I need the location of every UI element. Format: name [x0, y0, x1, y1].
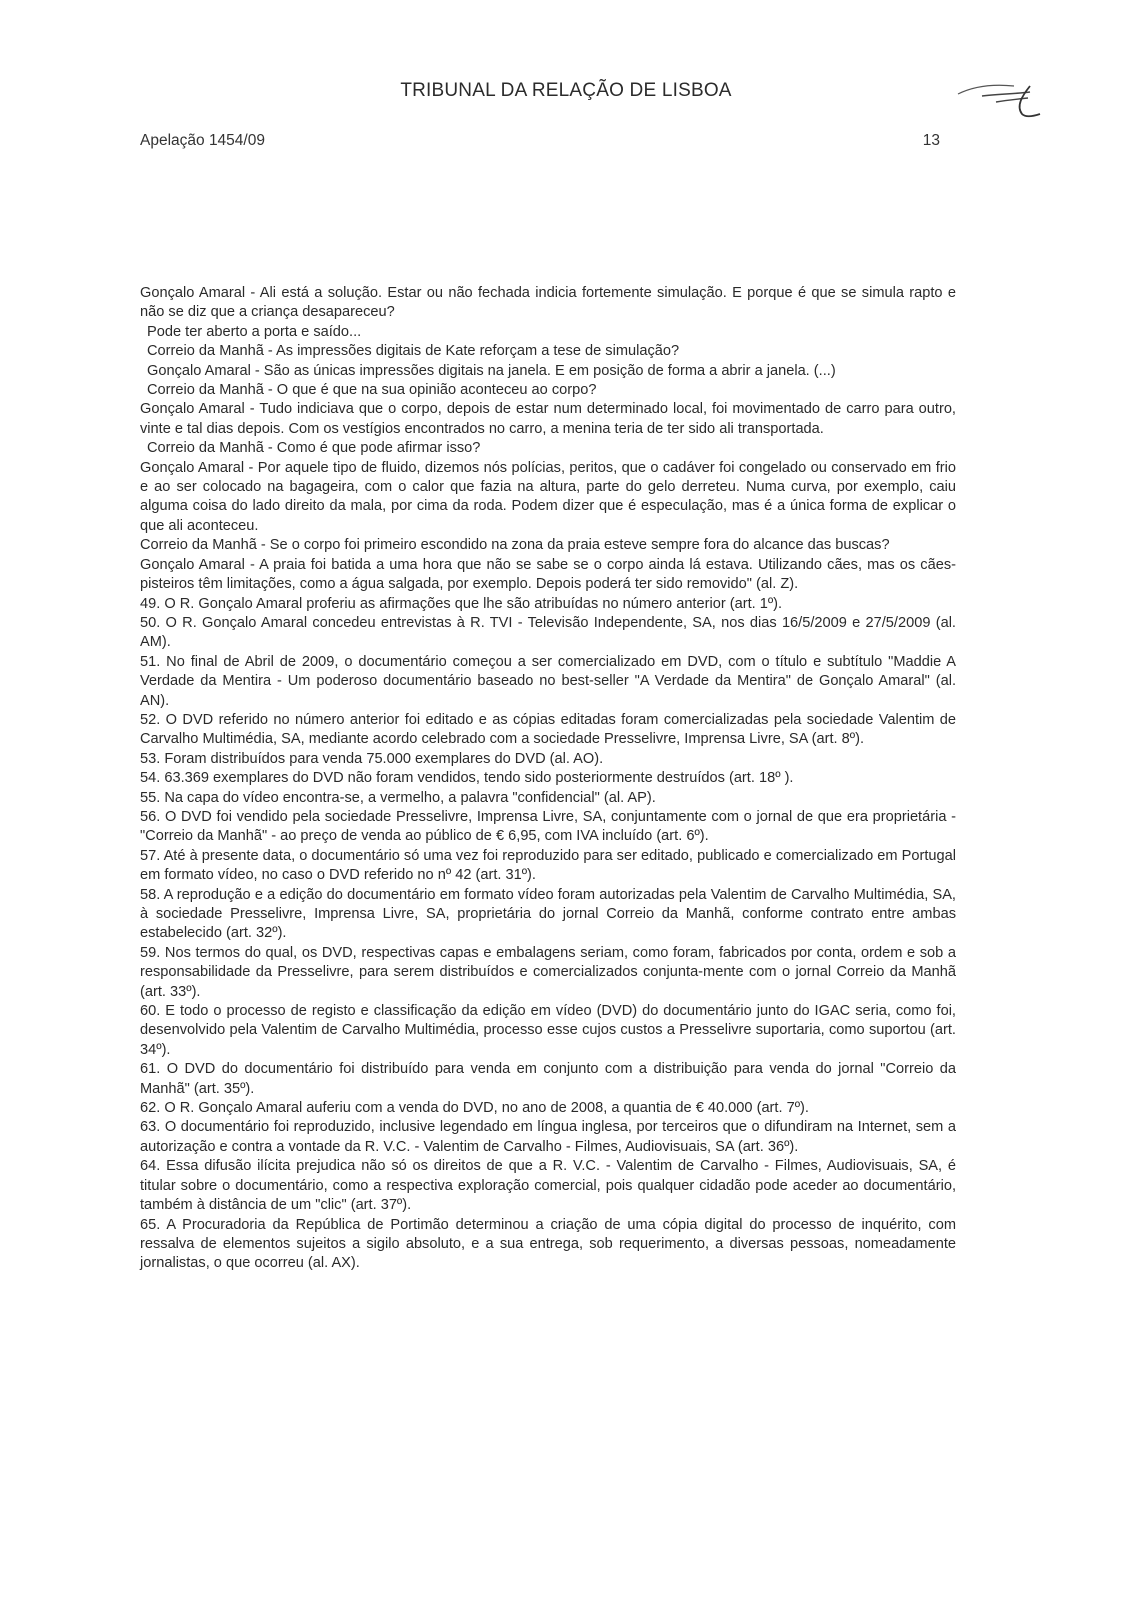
handwritten-initials-icon — [952, 72, 1062, 122]
paragraph: 54. 63.369 exemplares do DVD não foram vendidos, tendo sido posteriormente destruídos (art. 18º ). — [140, 770, 794, 787]
case-reference: Apelação 1454/09 — [140, 132, 265, 149]
paragraph: 60. E todo o processo de registo e classificação da edição em vídeo (DVD) do documentário junto do IGAC seria, como foi, desenvolvido pela Valentim de Carvalho Multimédia, processo esse cujos custos a Presselivre suportaria, como suportou (art. 34º). — [140, 1003, 956, 1058]
paragraph: Pode ter aberto a porta e saído... — [147, 323, 362, 340]
paragraph: Gonçalo Amaral - A praia foi batida a uma hora que não se sabe se o corpo ainda lá estava. Utilizando cães, mas os cães-pisteiros têm limitações, como a água salgada, por exemplo. Depois poderá ter sido removido" (al. Z). — [140, 556, 956, 593]
paragraph: 50. O R. Gonçalo Amaral concedeu entrevistas à R. TVI - Televisão Independente, SA, nos dias 16/5/2009 e 27/5/2009 (al. AM). — [140, 614, 956, 651]
page-number: 13 — [922, 132, 940, 149]
paragraph: Correio da Manhã - As impressões digitais de Kate reforçam a tese de simulação? — [147, 343, 680, 360]
paragraph: Gonçalo Amaral - Por aquele tipo de fluido, dizemos nós polícias, peritos, que o cadáver foi congelado ou conservado em frio e ao ser colocado na bagageira, com o calor que fazia na altura, parte do gelo derreteu. Numa curva, por exemplo, caiu alguma coisa do lado direito da mala, por cima da roda. Podem dizer que é especulação, mas é a única forma de explicar o que ali aconteceu. — [140, 459, 956, 534]
paragraph: Gonçalo Amaral - Tudo indiciava que o corpo, depois de estar num determinado local, foi movimentado de carro para outro, vinte e tal dias depois. Com os vestígios encontrados no carro, a menina teria de ter sido ali transportada. — [140, 401, 956, 437]
paragraph: Gonçalo Amaral - São as únicas impressões digitais na janela. E em posição de forma a abrir a janela. (...) — [147, 362, 836, 379]
paragraph: Correio da Manhã - O que é que na sua opinião aconteceu ao corpo? — [147, 382, 597, 399]
paragraph: 52. O DVD referido no número anterior foi editado e as cópias editadas foram comercializadas pela sociedade Valentim de Carvalho Multimédia, SA, mediante acordo celebrado com a sociedade Presselivre, Imprensa Livre, SA (art. 8º). — [140, 711, 956, 748]
paragraph: 49. O R. Gonçalo Amaral proferiu as afirmações que lhe são atribuídas no número anterior (art. 1º). — [140, 595, 783, 612]
paragraph: 65. A Procuradoria da República de Portimão determinou a criação de uma cópia digital do processo de inquérito, com ressalva de elementos sujeitos a sigilo absoluto, e a sua entrega, sob requerimento, a diversas pessoas, nomeadamente jornalistas, o que ocorreu (al. AX). — [140, 1216, 956, 1272]
paragraph: Gonçalo Amaral - Ali está a solução. Estar ou não fechada indicia fortemente simulação. E porque é que se simula rapto e não se diz que a criança desapareceu? — [140, 285, 956, 321]
paragraph: 59. Nos termos do qual, os DVD, respectivas capas e embalagens seriam, como foram, fabricados por conta, ordem e sob a responsabilidade da Presselivre, para serem distribuídos e comercializados conjunta-mente com o jornal Correio da Manhã (art. 33º). — [140, 944, 956, 1000]
paragraph: 51. No final de Abril de 2009, o documentário começou a ser comercializado em DVD, com o título e subtítulo "Maddie A Verdade da Mentira - Um poderoso documentário baseado no best-seller "A Verdade da Mentira" de Gonçalo Amaral" (al. AN). — [140, 653, 956, 709]
paragraph: 55. Na capa do vídeo encontra-se, a vermelho, a palavra "confidencial" (al. AP). — [140, 789, 656, 806]
document-body — [140, 284, 956, 1274]
paragraph: 62. O R. Gonçalo Amaral auferiu com a venda do DVD, no ano de 2008, a quantia de € 40.000 (art. 7º). — [140, 1100, 809, 1117]
paragraph: 57. Até à presente data, o documentário só uma vez foi reproduzido para ser editado, publicado e comercializado em Portugal em formato vídeo, no caso o DVD referido no nº 42 (art. 31º). — [140, 847, 956, 884]
court-title: TRIBUNAL DA RELAÇÃO DE LISBOA — [400, 80, 732, 101]
paragraph: Correio da Manhã - Como é que pode afirmar isso? — [147, 440, 481, 457]
paragraph: 64. Essa difusão ilícita prejudica não só os direitos de que a R. V.C. - Valentim de Carvalho - Filmes, Audiovisuais, SA, é titular sobre o documentário, como a respectiva exploração comercial, pois qualquer cidadão pode aceder ao documentário, também à distância de um "clic" (art. 37º). — [140, 1158, 956, 1214]
paragraph: 58. A reprodução e a edição do documentário em formato vídeo foram autorizadas pela Valentim de Carvalho Multimédia, SA, à sociedade Presselivre, Imprensa Livre, SA, proprietária do jornal Correio da Manhã, conforme contrato entre ambas estabelecido (art. 32º). — [140, 886, 956, 942]
paragraph: 56. O DVD foi vendido pela sociedade Presselivre, Imprensa Livre, SA, conjuntamente com o jornal de que era proprietária - "Correio da Manhã" - ao preço de venda ao público de € 6,95, com IVA incluído (art. 6º). — [140, 808, 956, 845]
paragraph: Correio da Manhã - Se o corpo foi primeiro escondido na zona da praia esteve sempre fora do alcance das buscas? — [140, 537, 890, 554]
paragraph: 53. Foram distribuídos para venda 75.000 exemplares do DVD (al. AO). — [140, 750, 604, 767]
paragraph: 61. O DVD do documentário foi distribuído para venda em conjunto com a distribuição para venda do jornal "Correio da Manhã" (art. 35º). — [140, 1061, 956, 1097]
paragraph: 63. O documentário foi reproduzido, inclusive legendado em língua inglesa, por terceiros que o difundiram na Internet, sem a autorização e contra a vontade da R. V.C. - Valentim de Carvalho - Filmes, Audiovisuais, SA (art. 36º). — [140, 1119, 956, 1155]
